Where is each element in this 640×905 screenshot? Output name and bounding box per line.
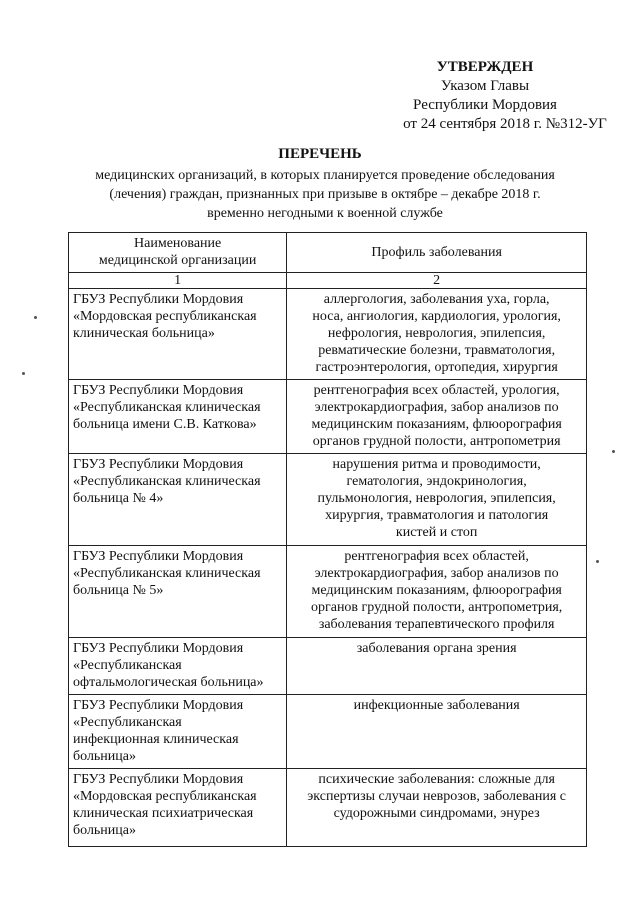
table-row xyxy=(69,454,587,546)
subtitle-line: (лечения) граждан, признанных при призыве в октябре – декабре 2018 г. xyxy=(109,187,541,202)
org-name-line: больница № 5» xyxy=(73,583,164,598)
org-name-line: «Республиканская клиническая xyxy=(73,474,261,489)
approval-decree: от 24 сентября 2018 г. №312-УГ xyxy=(403,116,607,132)
profile-line: нефрология, неврология, эпилепсия, xyxy=(327,326,546,341)
scan-speck xyxy=(22,372,25,375)
table-row xyxy=(69,289,587,380)
org-name-cell xyxy=(69,546,287,638)
profile-line: носа, ангиология, кардиология, урология, xyxy=(312,309,561,324)
header-text: Наименование xyxy=(134,236,222,251)
org-name-line: ГБУЗ Республики Мордовия xyxy=(73,383,244,398)
profile-line: органов грудной полости, антропометрия, xyxy=(310,600,563,615)
profile-line: нарушения ритма и проводимости, xyxy=(332,457,541,472)
org-name-line: «Республиканская клиническая xyxy=(73,400,261,415)
subtitle-line: временно негодными к военной службе xyxy=(207,206,443,221)
org-name-line: «Мордовская республиканская xyxy=(73,309,257,324)
column-number: 1 xyxy=(69,273,287,289)
profile-line: психические заболевания: сложные для xyxy=(318,772,555,787)
org-name-cell xyxy=(69,638,287,695)
profile-line: медицинским показаниям, флюорография xyxy=(311,417,562,432)
column-number-row xyxy=(69,273,587,289)
profile-line: рентгенография всех областей, урология, xyxy=(313,383,560,398)
org-name-line: клиническая больница» xyxy=(73,326,215,341)
header-profile xyxy=(287,233,587,273)
org-name-cell xyxy=(69,695,287,769)
org-name-line: ГБУЗ Республики Мордовия xyxy=(73,457,244,472)
profile-line: медицинским показаниям, флюорография xyxy=(311,583,562,598)
approval-stamp xyxy=(360,58,610,134)
profile-cell xyxy=(287,289,587,380)
profile-cell xyxy=(287,695,587,769)
profile-cell xyxy=(287,546,587,638)
scan-speck xyxy=(612,450,615,453)
org-name-cell xyxy=(69,769,287,847)
profile-line: экспертизы случаи неврозов, заболевания с xyxy=(307,789,567,804)
org-name-line: инфекционная клиническая xyxy=(73,732,239,747)
org-name-line: офтальмологическая больница» xyxy=(73,675,264,690)
table-row xyxy=(69,638,587,695)
profile-line: электрокардиография, забор анализов по xyxy=(314,400,559,415)
profile-line: судорожными синдромами, энурез xyxy=(333,806,540,821)
list-title: ПЕРЕЧЕНЬ xyxy=(278,146,362,162)
org-name-cell xyxy=(69,454,287,546)
header-text: медицинской организации xyxy=(98,253,257,268)
profile-line: гастроэнтерология, ортопедия, хирургия xyxy=(315,360,558,375)
org-name-line: ГБУЗ Республики Мордовия xyxy=(73,549,244,564)
column-number: 2 xyxy=(287,273,587,289)
org-name-line: ГБУЗ Республики Мордовия xyxy=(73,698,244,713)
profile-cell xyxy=(287,769,587,847)
profile-line: пульмонология, неврология, эпилепсия, xyxy=(317,491,556,506)
org-name-line: больница» xyxy=(73,749,136,764)
approval-line-1: Указом Главы xyxy=(440,78,530,94)
table-row xyxy=(69,380,587,454)
profile-line: заболевания терапевтического профиля xyxy=(318,617,555,632)
list-subtitle xyxy=(60,166,590,223)
header-org-name xyxy=(69,233,287,273)
profile-line: инфекционные заболевания xyxy=(353,698,520,713)
profile-line: кистей и стоп xyxy=(395,525,478,540)
scan-speck xyxy=(34,316,37,319)
scan-speck xyxy=(596,560,599,563)
profile-cell xyxy=(287,380,587,454)
profile-line: гематология, эндокринология, xyxy=(346,474,527,489)
org-name-line: ГБУЗ Республики Мордовия xyxy=(73,292,244,307)
approval-line-2: Республики Мордовия xyxy=(413,97,557,113)
org-name-cell xyxy=(69,289,287,380)
profile-cell xyxy=(287,454,587,546)
profile-line: органов грудной полости, антропометрия xyxy=(312,434,561,449)
org-name-line: ГБУЗ Республики Мордовия xyxy=(73,641,244,656)
profile-line: хирургия, травматология и патология xyxy=(325,508,549,523)
org-name-line: «Республиканская клиническая xyxy=(73,566,261,581)
profile-cell xyxy=(287,638,587,695)
org-name-line: ГБУЗ Республики Мордовия xyxy=(73,772,244,787)
header-text: Профиль заболевания xyxy=(371,244,502,260)
table-row xyxy=(69,695,587,769)
organizations-table xyxy=(68,232,587,847)
org-name-line: больница имени С.В. Каткова» xyxy=(73,417,257,432)
table-row xyxy=(69,546,587,638)
profile-line: рентгенография всех областей, xyxy=(344,549,529,564)
table-row xyxy=(69,769,587,847)
profile-line: заболевания органа зрения xyxy=(356,641,517,656)
org-name-line: «Мордовская республиканская xyxy=(73,789,257,804)
profile-line: ревматические болезни, травматология, xyxy=(318,343,556,358)
org-name-cell xyxy=(69,380,287,454)
profile-line: аллергология, заболевания уха, горла, xyxy=(323,292,550,307)
org-name-line: «Республиканская xyxy=(73,715,182,730)
profile-line: электрокардиография, забор анализов по xyxy=(314,566,559,581)
approval-title: УТВЕРЖДЕН xyxy=(436,59,534,75)
org-name-line: больница» xyxy=(73,823,136,838)
subtitle-line: медицинских организаций, в которых планируется проведение обследования xyxy=(95,168,555,183)
table-header-row xyxy=(69,233,587,273)
org-name-line: клиническая психиатрическая xyxy=(73,806,254,821)
org-name-line: больница № 4» xyxy=(73,491,164,506)
org-name-line: «Республиканская xyxy=(73,658,182,673)
